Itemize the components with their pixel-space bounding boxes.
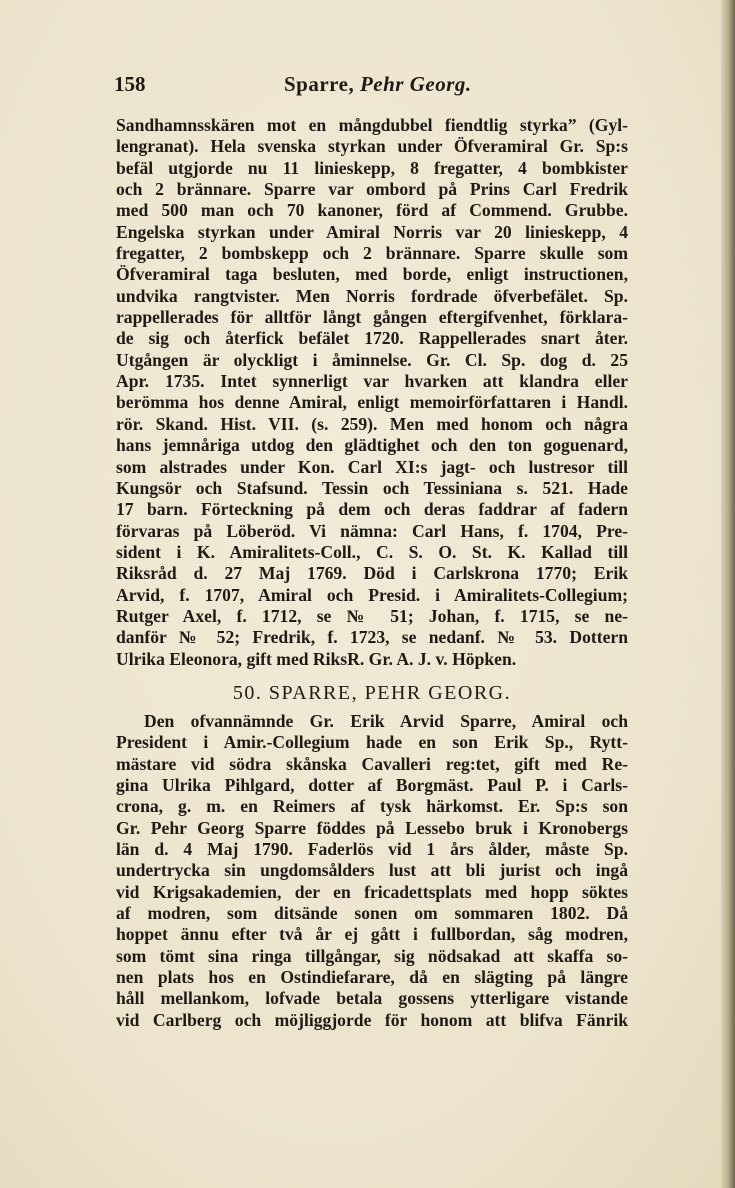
- text-line: Arvid, f. 1707, Amiral och Presid. i Amiralitets-Collegium;: [116, 584, 628, 605]
- paragraph-section-50: [116, 711, 628, 1031]
- page-header: [114, 72, 634, 102]
- text-line: undvika rangtvister. Men Norris fordrade öfverbefälet. Sp.: [116, 285, 628, 306]
- text-line: de sig och återfick befälet 1720. Rappellerades snart åter.: [116, 328, 628, 349]
- text-line: sident i K. Amiralitets-Coll., C. S. O. St. K. Kallad till: [116, 541, 628, 562]
- text-line: berömma hos denne Amiral, enligt memoirförfattaren i Handl.: [116, 392, 628, 413]
- text-line: och 2 brännare. Sparre var ombord på Prins Carl Fredrik: [116, 179, 628, 200]
- text-line: med 500 man och 70 kanoner, förd af Commend. Grubbe.: [116, 200, 628, 221]
- text-line: fregatter, 2 bombskepp och 2 brännare. Sparre skulle som: [116, 243, 628, 264]
- text-line: som tömt sina ringa tillgångar, sig nödsakad att skaffa so-: [116, 945, 628, 966]
- section-heading: 50. SPARRE, PEHR GEORG.: [232, 682, 512, 704]
- text-line: hans jemnåriga utdog den glädtighet och den ton goguenard,: [116, 435, 628, 456]
- text-line: vid Krigsakademien, der en fricadettsplats med hopp söktes: [116, 881, 628, 902]
- text-line: förvaras på Löberöd. Vi nämna: Carl Hans, f. 1704, Pre-: [116, 520, 628, 541]
- page-edge-shadow: [721, 0, 735, 1188]
- text-line: Kungsör och Stafsund. Tessin och Tessiniana s. 521. Hade: [116, 477, 628, 498]
- text-line: rör. Skand. Hist. VII. (s. 259). Men med honom och några: [116, 413, 628, 434]
- text-line: håll mellankom, lofvade betala gossens ytterligare vistande: [116, 988, 628, 1009]
- text-line: lengranat). Hela svenska styrkan under Öfveramiral Gr. Sp:s: [116, 136, 628, 157]
- text-line: Rutger Axel, f. 1712, se № 51; Johan, f. 1715, se ne-: [116, 605, 628, 626]
- paragraph-continued: [116, 115, 628, 670]
- text-line: President i Amir.-Collegium hade en son Erik Sp., Rytt-: [116, 732, 628, 753]
- text-line: nen plats hos en Ostindiefarare, då en slägting på längre: [116, 967, 628, 988]
- text-line: Sandhamnsskären mot en mångdubbel fiendtlig styrka” (Gyl-: [116, 115, 628, 135]
- text-line: Den ofvannämnde Gr. Erik Arvid Sparre, Amiral och: [144, 711, 628, 731]
- text-line: danför № 52; Fredrik, f. 1723, se nedanf. № 53. Dottern: [116, 627, 628, 648]
- text-line: vid Carlberg och möjliggjorde för honom att blifva Fänrik: [116, 1009, 628, 1030]
- text-line: Gr. Pehr Georg Sparre föddes på Lessebo bruk i Kronobergs: [116, 817, 628, 838]
- text-line: af modren, som ditsände sonen om sommaren 1802. Då: [116, 903, 628, 924]
- text-line: Riksråd d. 27 Maj 1769. Död i Carlskrona 1770; Erik: [116, 563, 628, 584]
- text-line: rappellerades för alltför långt gången eftergifvenhet, förklara-: [116, 307, 628, 328]
- text-line: mästare vid södra skånska Cavalleri reg:tet, gift med Re-: [116, 753, 628, 774]
- text-line: gina Ulrika Pihlgard, dotter af Borgmäst. Paul P. i Carls-: [116, 775, 628, 796]
- running-title-person: Pehr Georg.: [359, 72, 472, 96]
- text-line: Apr. 1735. Intet synnerligt var hvarken att klandra eller: [116, 371, 628, 392]
- text-line: län d. 4 Maj 1790. Faderlös vid 1 års ålder, måste Sp.: [116, 839, 628, 860]
- text-line: hoppet ännu efter två år ej gått i fullbordan, såg modren,: [116, 924, 628, 945]
- page-number: 158: [114, 72, 146, 96]
- text-line: undertrycka sin ungdomsålders lust att bli jurist och ingå: [116, 860, 628, 881]
- text-line: Ulrika Eleonora, gift med RiksR. Gr. A. J. v. Höpken.: [116, 648, 517, 669]
- text-line: Engelska styrkan under Amiral Norris var 20 linieskepp, 4: [116, 221, 628, 242]
- text-line: crona, g. m. en Reimers af tysk härkomst. Er. Sp:s son: [116, 796, 628, 817]
- text-line: som alstrades under Kon. Carl XI:s jagt- och lustresor till: [116, 456, 628, 477]
- running-title: [284, 72, 472, 97]
- text-line: befäl utgjorde nu 11 linieskepp, 8 fregatter, 4 bombkister: [116, 157, 628, 178]
- text-line: 17 barn. Förteckning på dem och deras faddrar af fadern: [116, 499, 628, 520]
- text-line: Utgången är olyckligt i åminnelse. Gr. Cl. Sp. dog d. 25: [116, 349, 628, 370]
- running-title-name: Sparre,: [284, 72, 355, 96]
- text-line: Öfveramiral taga besluten, med borde, enligt instructionen,: [116, 264, 628, 285]
